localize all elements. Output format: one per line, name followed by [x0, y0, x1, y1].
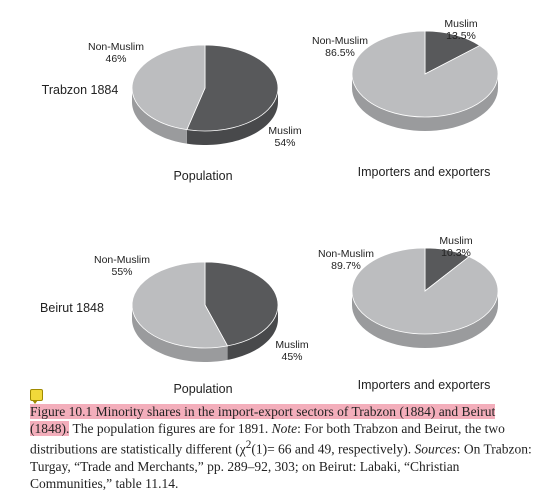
slice-label-1-1: Muslim 13.5% [444, 18, 478, 42]
caption-note-label: Note [271, 421, 298, 436]
caption-text-3: (1)= 66 and 49, respectively). [251, 441, 415, 457]
chart-title-2: Population [173, 382, 233, 396]
caption-sources-label: Sources [414, 441, 457, 457]
chart-title-0: Population [173, 169, 233, 183]
figure-caption [30, 403, 535, 492]
slice-label-1-0: Non-Muslim 86.5% [311, 35, 369, 59]
row-label-0: Trabzon 1884 [41, 83, 119, 97]
slice-label-3-1: Muslim 10.3% [439, 235, 473, 259]
caption-superscript: 2 [245, 439, 252, 451]
caption-text-2: : For both Trabzon and Beirut, the two distributions are statistically different (χ [30, 421, 505, 457]
row-label-2: Beirut 1848 [40, 301, 104, 315]
slice-label-0-0: Non-Muslim 46% [87, 41, 145, 65]
comment-note-icon[interactable] [30, 389, 43, 401]
caption-text-1: The population figures are for 1891. [69, 421, 272, 436]
slice-label-2-1: Muslim 45% [275, 339, 309, 363]
slice-label-0-1: Muslim 54% [268, 125, 302, 149]
chart-title-3: Importers and exporters [357, 378, 491, 392]
caption-text-4: : On Trabzon: Turgay, “Trade and Merchants,” pp. 289–92, 303; on Beirut: Labaki, “Christian Communities,” table 11.14. [30, 441, 532, 491]
slice-label-2-0: Non-Muslim 55% [93, 254, 151, 278]
caption-figure-title: Figure 10.1 Minority shares in the import-export sectors of Trabzon (1884) and Beirut (1848). [30, 404, 496, 436]
pie-slice-3-non-muslim [352, 248, 498, 334]
chart-title-1: Importers and exporters [357, 165, 491, 179]
slice-label-3-0: Non-Muslim 89.7% [317, 248, 375, 272]
